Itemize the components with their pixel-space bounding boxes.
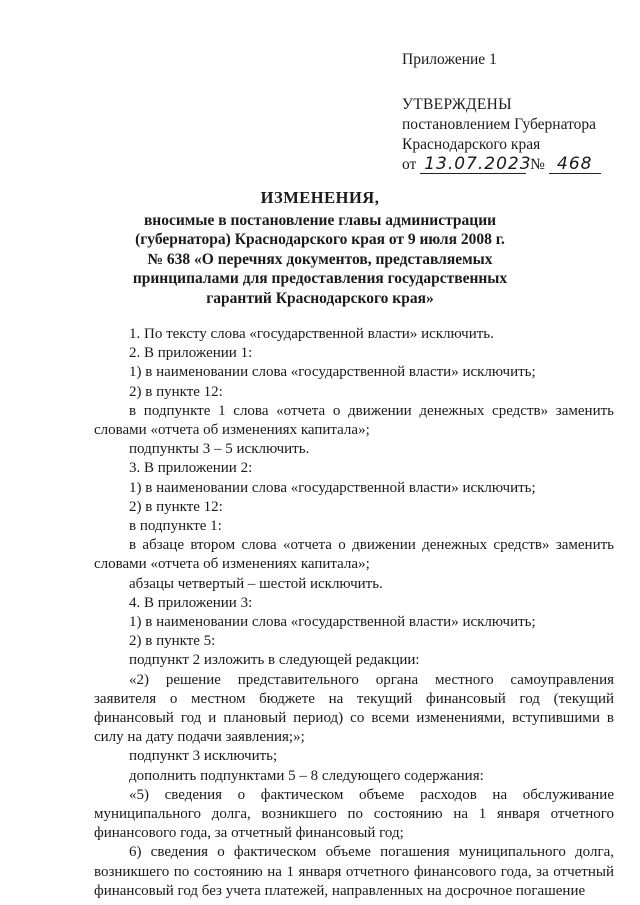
paragraph: «5) сведения о фактическом объеме расходов на обслуживание муниципального долга, возникшего по состоянию на 1 января отчетного финансового года, за отчетный финансовый год;	[94, 786, 614, 842]
paragraph: в подпункте 1:	[129, 518, 222, 535]
number-label: №	[530, 156, 545, 173]
title-line: (губернатора) Краснодарского края от 9 июля 2008 г.	[135, 231, 505, 248]
title-line: вносимые в постановление главы администрации	[143, 211, 497, 229]
title-line: гарантий Краснодарского края»	[206, 289, 434, 307]
approval-line-2: Краснодарского края	[402, 136, 541, 153]
paragraph: 1) в наименовании слова «государственной власти» исключить;	[129, 614, 536, 631]
paragraph: 2) в пункте 5:	[129, 633, 216, 650]
title-main: ИЗМЕНЕНИЯ,	[260, 188, 380, 207]
title-line: № 638 «О перечнях документов, представляемых	[147, 250, 493, 268]
approval-line-1: постановлением Губернатора	[402, 116, 597, 133]
paragraph: подпункт 2 изложить в следующей редакции:	[129, 652, 420, 669]
paragraph: абзацы четвертый – шестой исключить.	[129, 575, 383, 592]
appendix-label: Приложение 1	[402, 51, 497, 68]
paragraph: 3. В приложении 2:	[129, 460, 253, 477]
from-label: от	[402, 156, 417, 173]
paragraph: подпункт 3 исключить;	[129, 748, 278, 765]
title-line: принципалами для предоставления государственных	[132, 270, 508, 287]
document-body	[94, 325, 614, 901]
approved-heading: УТВЕРЖДЕНЫ	[402, 96, 512, 113]
paragraph: подпункты 3 – 5 исключить.	[129, 441, 310, 458]
approval-date-line	[402, 155, 632, 175]
paragraph: дополнить подпунктами 5 – 8 следующего содержания:	[129, 767, 484, 784]
paragraph: 2) в пункте 12:	[129, 498, 223, 515]
paragraph: «2) решение представительного органа местного самоуправления заявителя о местном бюджете на текущий финансовый год (текущий финансовый год и плановый период) со всеми изменениями, вступившими в силу на дату подачи заявления;»;	[94, 671, 614, 746]
paragraph: 1) в наименовании слова «государственной власти» исключить;	[129, 479, 536, 496]
paragraph: 4. В приложении 3:	[129, 594, 253, 611]
handwritten-date: 13.07.2023	[420, 155, 526, 174]
handwritten-number: 468	[549, 155, 601, 174]
paragraph: 2. В приложении 1:	[129, 345, 253, 362]
paragraph: 6) сведения о фактическом объеме погашения муниципального долга, возникшего по состоянию на 1 января отчетного финансового года, за отчетный финансовый год без учета платежей, направленных на досрочное погашение	[94, 844, 614, 899]
paragraph: 1) в наименовании слова «государственной власти» исключить;	[129, 364, 536, 381]
paragraph: в подпункте 1 слова «отчета о движении денежных средств» заменить словами «отчета об изменениях капитала»;	[94, 402, 614, 439]
paragraph: в абзаце втором слова «отчета о движении денежных средств» заменить словами «отчета об изменениях капитала»;	[94, 537, 614, 573]
paragraph: 2) в пункте 12:	[129, 383, 223, 400]
document-title	[130, 188, 510, 308]
paragraph: 1. По тексту слова «государственной власти» исключить.	[129, 326, 494, 342]
approval-block	[402, 50, 632, 175]
